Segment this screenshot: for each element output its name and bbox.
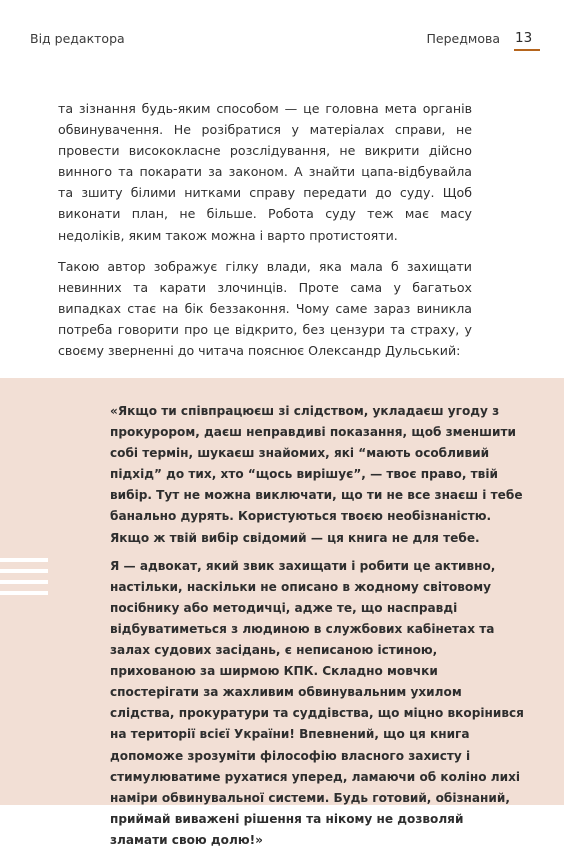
stripe: [0, 591, 48, 595]
quote-text: [110, 401, 524, 858]
body-paragraph-1: та зізнання будь-яким способом — це головна мета органів обвинувачення. Не розібратися у матеріалах справи, не провести висококласне розслідування, не викрити дійсно винного та покарати за законом. А знайти цапа-відбувайла та зшиту білими нитками справу передати до суду. Щоб виконати план, не більше. Робота суду теж має масу недоліків, яким також можна і варто протистояти.: [58, 101, 472, 243]
header-section-title: Передмова: [426, 31, 500, 46]
quote-block: [0, 378, 564, 847]
decorative-stripes: [0, 558, 48, 602]
page-number: 13: [515, 30, 533, 46]
quote-paragraph-1: «Якщо ти співпрацюєш зі слідством, укладаєш угоду з прокурором, даєш неправдиві показання, щоб зменшити собі термін, шукаєш знайомих, які “мають особливий підхід” до тих, хто “щось вирішує”, — твоє право, твій вибір. Тут не можна виключати, що ти не все знаєш і тебе банально дурять. Користуються твоєю необізнаністю. Якщо ж твій вибір свідомий — ця книга не для тебе.: [110, 404, 523, 545]
stripe: [0, 569, 48, 573]
stripe: [0, 580, 48, 584]
page-header: [0, 0, 564, 60]
body-paragraph-2: Такою автор зображує гілку влади, яка мала б захищати невинних та карати злочинців. Проте сама у багатьох випадках стає на бік беззаконня. Чому саме зараз виникла потреба говорити про це відкрито, без цензури та страху, у своєму зверненні до читача пояснює Олександр Дульський:: [58, 258, 472, 359]
body-text: [58, 98, 472, 371]
stripe: [0, 558, 48, 562]
header-left-title: Від редактора: [30, 31, 125, 46]
quote-paragraph-2: Я — адвокат, який звик захищати і робити це активно, настільки, наскільки не описано в жодному світовому посібнику або методичці, адже те, що насправді відбуватиметься з людиною в службових кабінетах та залах судових засідань, є неписаною істиною, прихованою за ширмою КПК. Складно мовчки спостерігати за жахливим обвинувальним ухилом слідства, прокуратури та суддівства, що міцно вкорінився на території всієї України! Впевнений, що ця книга допоможе зрозуміти філософію власного захисту і стимулюватиме рухатися уперед, ламаючи об коліно лихі наміри обвинувальної системи. Будь готовий, обізнаний, приймай виважені рішення та нікому не дозволяй зламати свою долю!»: [110, 558, 524, 847]
page-number-underline: [514, 49, 540, 51]
